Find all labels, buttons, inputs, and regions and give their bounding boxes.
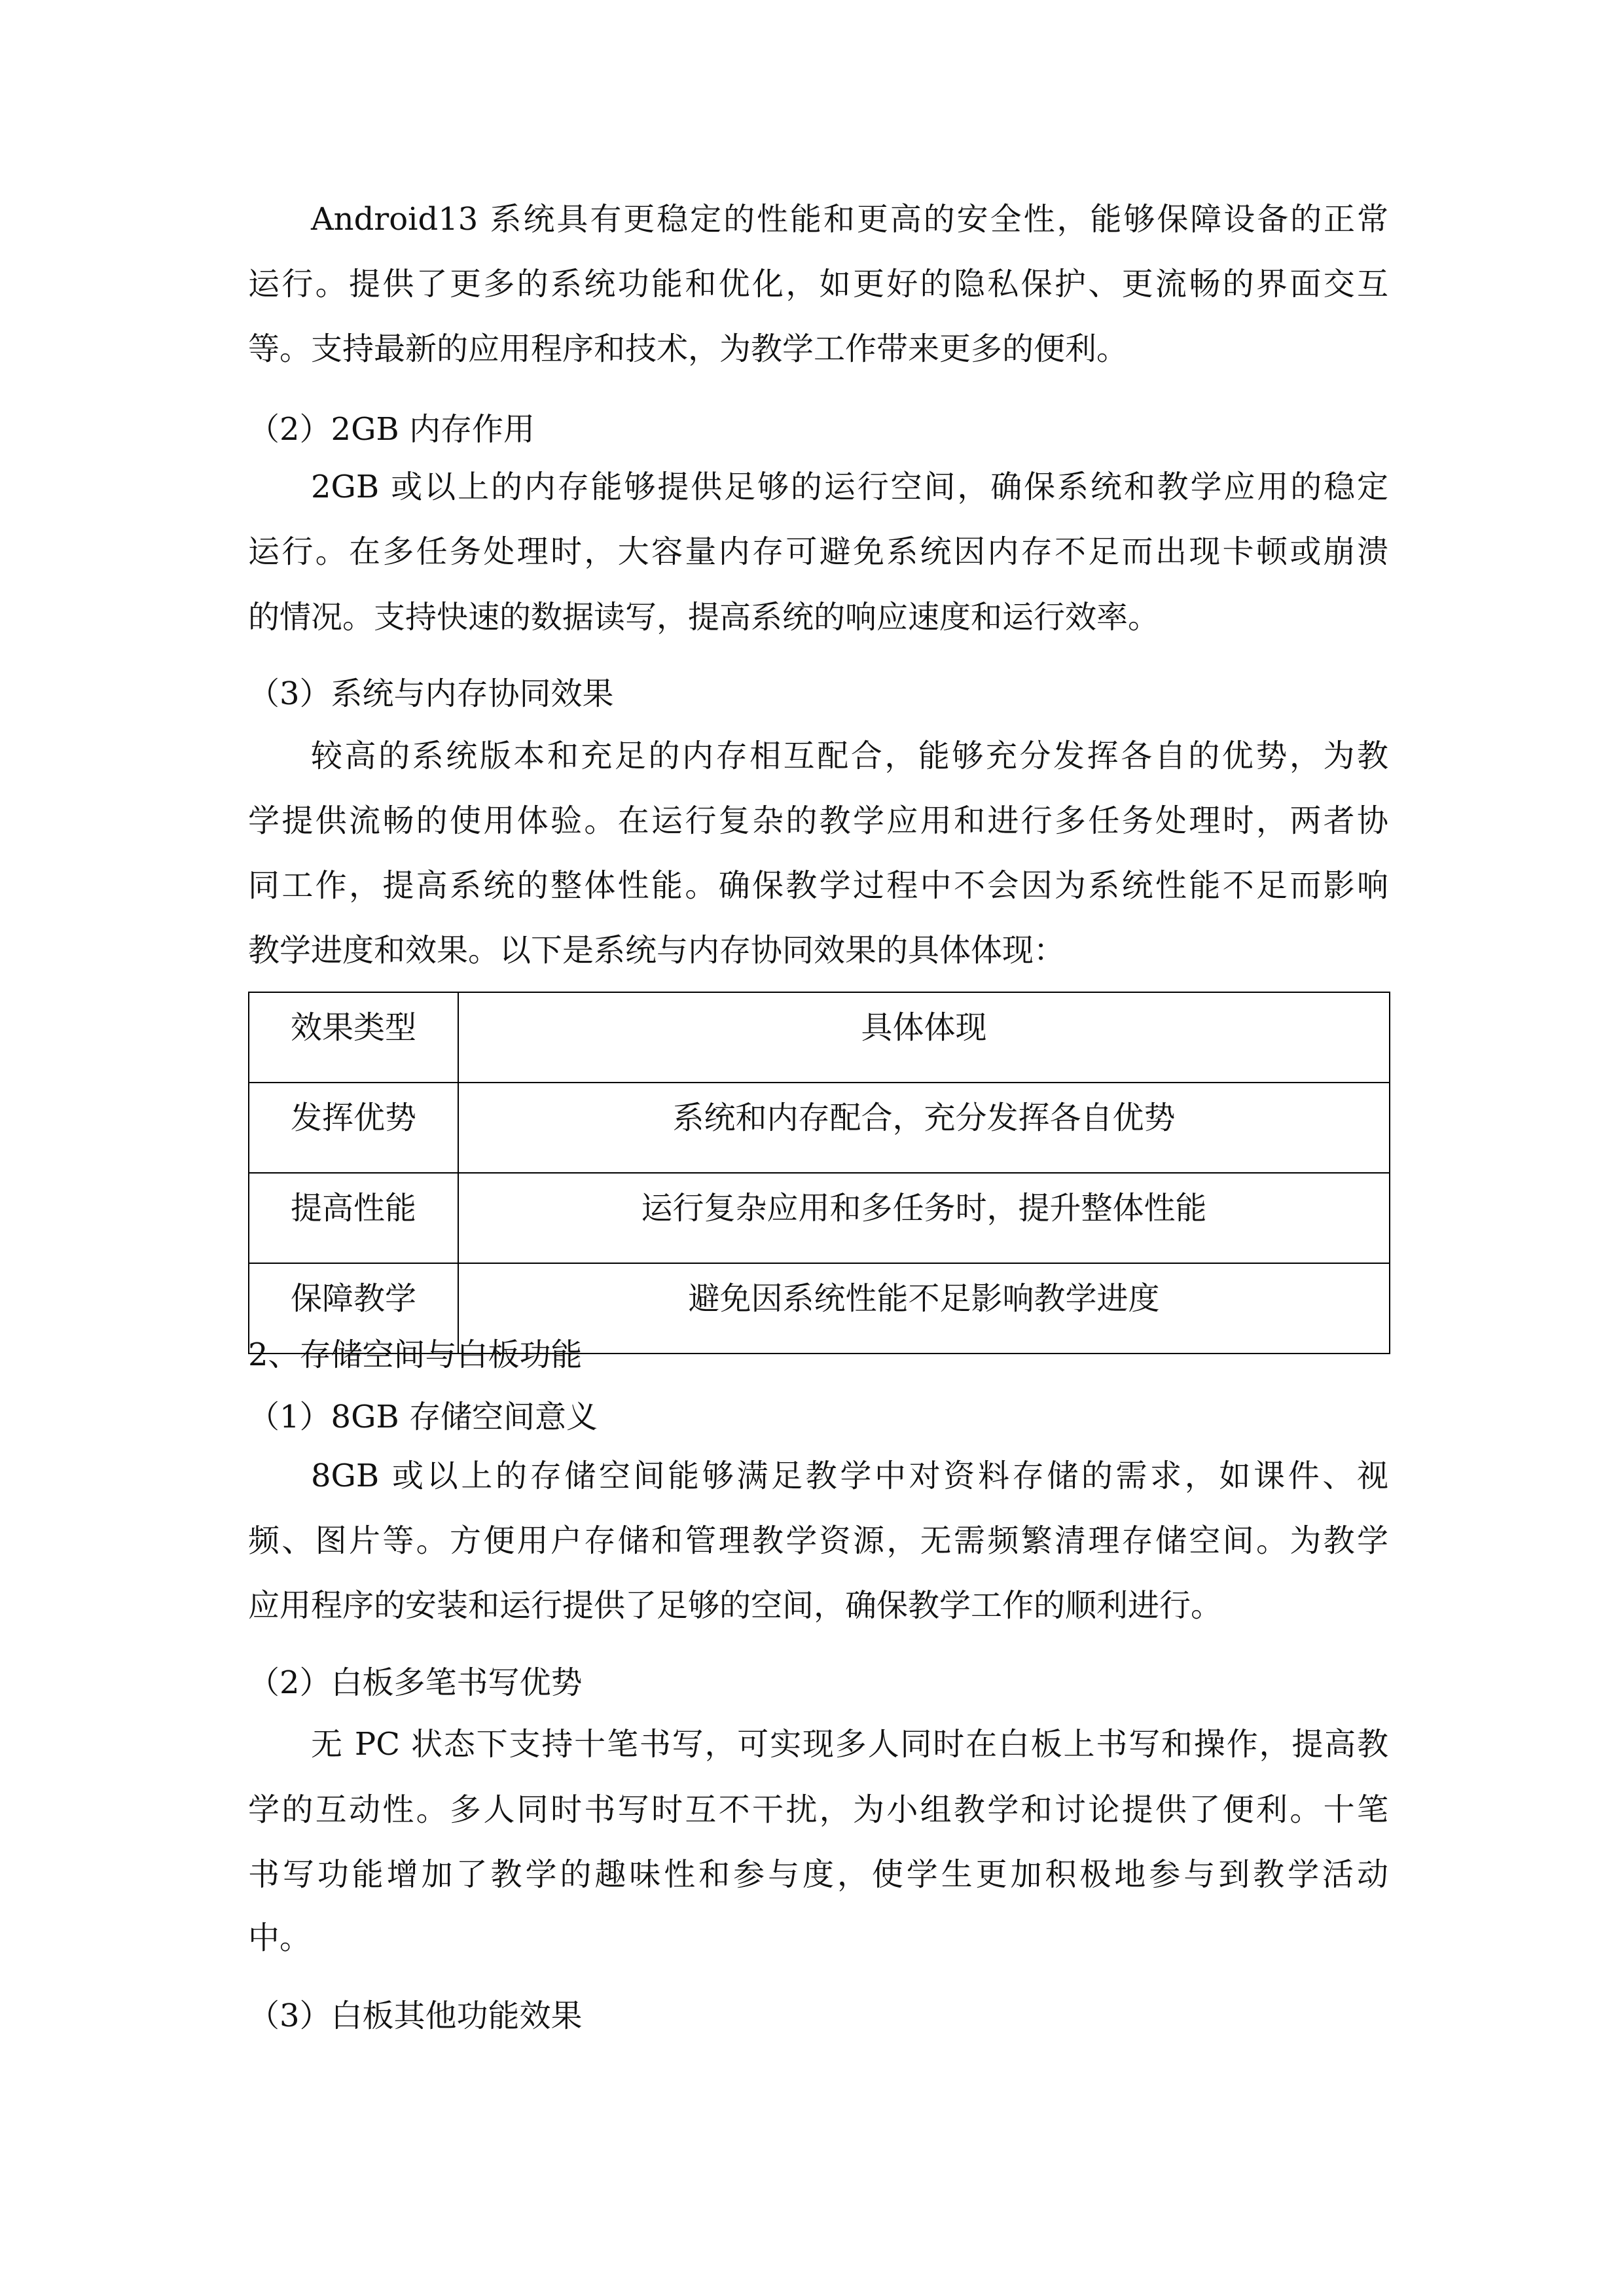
table-cell: 运行复杂应用和多任务时，提升整体性能: [458, 1173, 1390, 1263]
table-row: [249, 1083, 1390, 1173]
paragraph-line: Android13 系统具有更稳定的性能和更高的安全性，能够保障设备的正常: [311, 201, 1388, 238]
paragraph-line: 应用程序的安装和运行提供了足够的空间，确保教学工作的顺利进行。: [248, 1587, 1223, 1624]
table-row: [249, 1173, 1390, 1263]
paragraph-line: 同工作，提高系统的整体性能。确保教学过程中不会因为系统性能不足而影响: [248, 867, 1388, 904]
paragraph-line: 的情况。支持快速的数据读写，提高系统的响应速度和运行效率。: [248, 599, 1160, 636]
table-cell: 提高性能: [249, 1173, 458, 1263]
table-header: 效果类型: [249, 992, 458, 1083]
paragraph-line: 8GB 或以上的存储空间能够满足教学中对资料存储的需求，如课件、视: [311, 1458, 1388, 1494]
paragraph-line: 书写功能增加了教学的趣味性和参与度，使学生更加积极地参与到教学活动: [248, 1856, 1388, 1893]
paragraph-line: 无 PC 状态下支持十笔书写，可实现多人同时在白板上书写和操作，提高教: [311, 1726, 1388, 1763]
section-heading: （2）2GB 内存作用: [248, 411, 535, 448]
paragraph-line: 等。支持最新的应用程序和技术，为教学工作带来更多的便利。: [248, 331, 1128, 367]
section-heading: （3）系统与内存协同效果: [248, 675, 614, 712]
table-cell: 避免因系统性能不足影响教学进度: [458, 1263, 1390, 1354]
paragraph-line: 运行。提供了更多的系统功能和优化，如更好的隐私保护、更流畅的界面交互: [248, 266, 1388, 302]
paragraph-line: 较高的系统版本和充足的内存相互配合，能够充分发挥各自的优势，为教: [311, 738, 1388, 774]
table-cell: 发挥优势: [249, 1083, 458, 1173]
paragraph-line: 中。: [248, 1920, 312, 1956]
paragraph-line: 运行。在多任务处理时，大容量内存可避免系统因内存不足而出现卡顿或崩溃: [248, 533, 1388, 570]
section-heading: （3）白板其他功能效果: [248, 1998, 583, 2034]
paragraph-line: 学的互动性。多人同时书写时互不干扰，为小组教学和讨论提供了便利。十笔: [248, 1791, 1388, 1828]
paragraph-line: 学提供流畅的使用体验。在运行复杂的教学应用和进行多任务处理时，两者协: [248, 802, 1388, 839]
table-cell: 保障教学: [249, 1263, 458, 1354]
chapter-heading: 2、存储空间与白板功能: [248, 1336, 583, 1373]
table-header-row: [249, 992, 1390, 1083]
table-cell: 系统和内存配合，充分发挥各自优势: [458, 1083, 1390, 1173]
section-heading: （1）8GB 存储空间意义: [248, 1399, 598, 1435]
section-heading: （2）白板多笔书写优势: [248, 1664, 583, 1701]
table-header: 具体体现: [458, 992, 1390, 1083]
paragraph-line: 频、图片等。方便用户存储和管理教学资源，无需频繁清理存储空间。为教学: [248, 1522, 1388, 1559]
paragraph-line: 2GB 或以上的内存能够提供足够的运行空间，确保系统和教学应用的稳定: [311, 469, 1388, 505]
paragraph-line: 教学进度和效果。以下是系统与内存协同效果的具体体现：: [248, 932, 1066, 969]
effects-table: [248, 992, 1390, 1354]
